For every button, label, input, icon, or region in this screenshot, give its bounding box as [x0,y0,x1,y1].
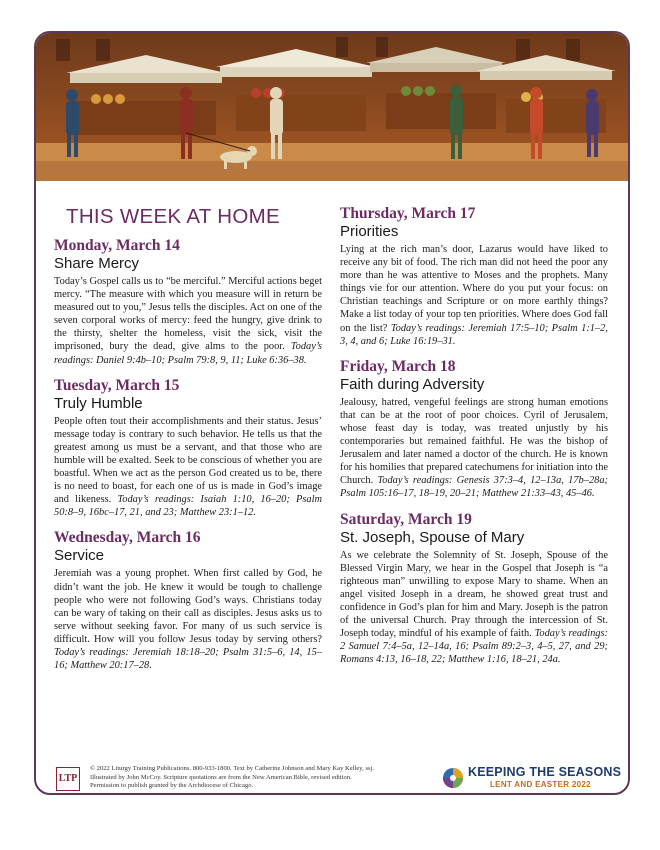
day-readings: Today’s readings: Isaiah 1:10, 16–20; Psalm 50:8–9, 16bc–17, 21, and 23; Matthew 23:1–12. [54,494,322,519]
day-body [54,415,322,520]
credit-line: Illustrated by John McCoy. Scripture quotations are from the New American Bible, revised edition. [90,773,352,781]
day-entry-saturday [340,511,608,667]
brand-name: KEEPING THE SEASONS [468,765,622,779]
market-illustration [36,33,628,181]
day-title: Service [54,547,105,565]
day-readings: Today’s readings: 2 Samuel 7:4–5a, 12–14a, 16; Psalm 89:2–3, 4–5, 27, and 29; Romans 4:13, 16–18, 22; Matthew 1:16, 18–21, 24a. [340,628,608,666]
day-entry-monday [54,237,322,367]
day-text: Lying at the rich man’s door, Lazarus would have liked to receive any bit of food. The rich man did not heed the poor any more than he was attentive to Moses and the prophets. Many things vie for our attention. Where do you put your focus: on Christian teachings and Scripture or on more earthly things? Make a list today of your top ten priorities. Where does God fall on the list? [340,244,608,334]
day-readings: Today’s readings: Daniel 9:4b–10; Psalm 79:8, 9, 11; Luke 6:36–38. [54,341,322,366]
page-title: THIS WEEK AT HOME [66,205,280,228]
day-readings: Today’s readings: Genesis 37:3–4, 12–13a, 17b–28a; Psalm 105:16–17, 18–19, 20–21; Matthew 21:33–43, 45–46. [340,475,608,500]
brand-logo [442,765,622,795]
day-title: St. Joseph, Spouse of Mary [340,528,525,546]
day-date: Saturday, March 19 [340,510,472,528]
day-title: Truly Humble [54,394,143,412]
left-column [54,205,322,682]
credit-line: © 2022 Liturgy Training Publications. 800-933-1800. Text by Catherine Johnson and Mary Kay Kelley, ssj. [90,765,375,772]
day-date: Monday, March 14 [54,237,180,254]
footer [56,765,622,795]
day-text: Jealousy, hatred, vengeful feelings are strong human emotions that can be at the root of poor choices. Cyril of Jerusalem, whose feast day is today, was treated unjustly by his contemporaries but remained faithful. He was the bishop of Jerusalem and later named a doctor of the church. He is known for his homilies that prepared catechumens for initiation into the Church. [340,396,608,487]
day-entry-wednesday [54,529,322,672]
day-body [54,567,322,672]
day-title: Priorities [340,223,399,240]
credit-line: Permission to publish granted by the Archdiocese of Chicago. [90,782,254,789]
day-body [54,275,322,367]
day-text: As we celebrate the Solemnity of St. Joseph, Spouse of the Blessed Virgin Mary, we hear in the Gospel that Joseph is “a righteous man” unwilling to expose Mary to shame. When an angel visited Joseph in a dream, he showed great trust and confidence in God’s plan for him and Mary. Joseph is the patron of the universal Church. Pray through the intercession of St. Joseph today, mindful of his example of faith. [340,549,608,640]
day-text: People often tout their accomplishments and their status. Jesus’ message today is contrary to such behavior. He tells us that the greatest among us must be a servant, and that those who are humble will be exalted. Seek to be conscious of whether you are boastful. When we act as the person God created us to be, there is no need to boast, for each one of us is made in God’s image and likeness. [54,415,322,506]
day-date: Friday, March 18 [340,357,456,375]
day-date: Wednesday, March 16 [54,529,201,547]
day-title: Share Mercy [54,255,140,272]
ltp-logo: LTP [56,767,80,791]
right-column [340,205,608,676]
credits [90,765,450,791]
brand-subtitle: LENT AND EASTER 2022 [490,780,591,789]
day-text: Jeremiah was a young prophet. When first called by God, he didn’t want the job. He knew it would be tough to challenge people who were not following God’s ways. Christians today can be wary of taking on their call as disciples. Jesus asks us to serve without seeking favor. For many of us such service is difficult. How will you follow Jesus today by serving others? [54,568,322,645]
day-entry-thursday [340,205,608,348]
day-body [340,396,608,501]
day-readings: Today’s readings: Jeremiah 17:5–10; Psalm 1:1–2, 3, 4, and 6; Luke 16:19–31. [340,322,608,347]
page-frame [34,31,630,795]
day-body [340,243,608,348]
keeping-the-seasons-globe-icon [442,767,464,789]
day-entry-friday [340,358,608,501]
day-entry-tuesday [54,377,322,520]
day-date: Tuesday, March 15 [54,376,180,394]
day-text: Today’s Gospel calls us to “be merciful.” Merciful actions beget mercy. “The measure with which you measure will in return be measured out to you,” Jesus tells the disciples. Act on one of the seven corporal works of mercy: feed the hungry, give drink to the thirsty, shelter the homeless, visit the sick, visit the imprisoned, bury the dead, give alms to the poor. [54,276,322,353]
day-date: Thursday, March 17 [340,205,476,222]
day-readings: Today’s readings: Jeremiah 18:18–20; Psalm 31:5–6, 14, 15–16; Matthew 20:17–28. [54,646,322,672]
day-title: Faith during Adversity [340,375,485,393]
day-body [340,549,608,667]
